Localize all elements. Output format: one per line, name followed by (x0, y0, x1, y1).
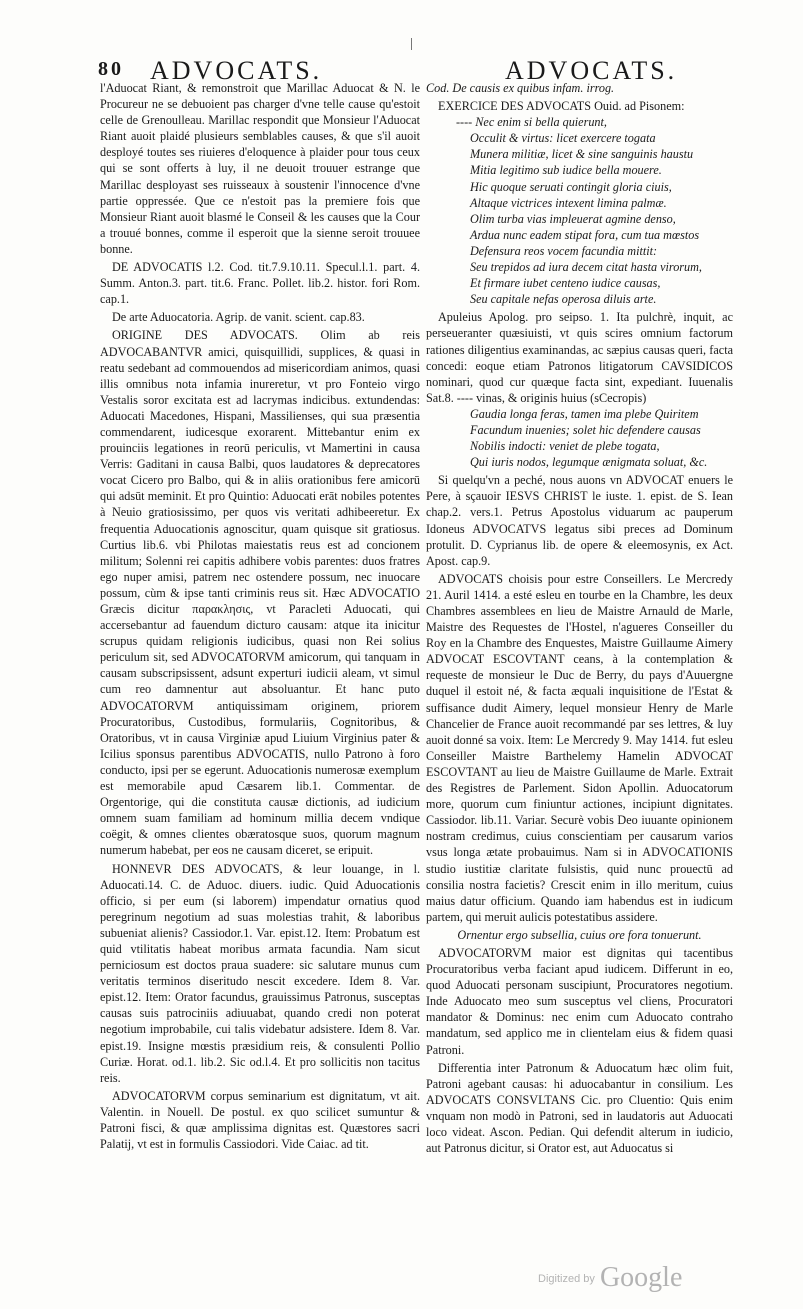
paragraph: Defensura reos vocem facundia mittit: (470, 243, 658, 258)
paragraph: Differentia inter Patronum & Aduocatum hæc olim fuit, Patroni agebant causas: hi aduocabantur in consilium. Les ADVOCATS CONSVLTANS Cic. pro Cluentio: Quis enim vnquam non modò in Patroni, sed in laudatoris aut Aduocati loco videat. Ascon. Pedian. Qui defendit alterum in iudicio, aut Patronus dicitur, si Orator est, aut Aduocatus si (426, 1060, 733, 1156)
right-text-column (426, 80, 733, 1156)
paragraph: ADVOCATORVM maior est dignitas qui tacentibus Procuratoribus verba faciant apud iudicem. Differunt in eo, quod Aduocati personam suscipiunt, Procuratores negotium. Inde Aduocato meo sum susceptus vel cliens, Procuratori mandator & Dominus: nec enim cum Aduocato contraho mandatum, sed applico me in clientelam eius & fidem quasi Patroni. (426, 945, 733, 1057)
paragraph: Mitia legitimo sub iudice bella mouere. (470, 163, 662, 178)
paragraph: Seu trepidos ad iura decem citat hasta virorum, (470, 260, 702, 275)
paragraph: ORIGINE DES ADVOCATS. Olim ab reis ADVOCABANTVR amici, quisquillidi, supplices, & quasi in reatu sedebant ad commouendos ad misericordiam animos, quasi illis omnibus nota infamia inureretur, vt pro Fonteio virgo Vestalis soror excitata est ad lacrymas indicibus. extundendas: Aduocati Macedones, Hispani, Massilienses, qui sua præsentia commendarent, iudicesque exorarent. Mittebantur enim ex prouinciis legationes in reorū periculis, vt Mamertini in causa Verris: Gaditani in causa Balbi, quos laudatores & deprecatores vocat Cicero pro Balbo, qui & in aliis orationibus fere amicorū qui adsūt meminit. Et pro Quintio: Aduocati erāt nobiles potentes à Neuio gratiosissimo, per quos vis veritati adhibeeretur. Ex frequentia Aduocationis agnoscitur, quam quisque sit gratiosus. Curtius lib.6. vbi Philotas maiestatis reus est ad concionem militum; Solenni rei capitis adhibere vobis parentes: duos fratres ego nuper amisi, patrem nec ostendere possum, nec inuocare possum, cùm & ipse tanti criminis reus sit. Hæc ADVOCATIO Græcis dicitur παρακλησις, vt Paracleti Aduocati, qui accersebantur ad fauendum dicturo causam: atque ita inicitur scrupus quidam religionis iudicibus, quasi non Rei solius periculum sit, sed ADVOCATORVM amicorum, qui tanquam in causam subscripsissent, adsunt experturi iudicii aleam, vt simul cum reo damnentur aut absoluantur. Et hanc puto ADVOCATORVM antiquissimam originem, priorem Procuratoribus, Custodibus, formulariis, Cognitoribus, & Oratoribus, vt in causa Virginiæ apud Liuium Virginius pater & Icilius sponsus parentibus ADVOCATIS, nullo Patrono à foro conducto, ipsi per se egerunt. Aduocationis numerosæ exemplum est memorabile apud Cæsarem lib.1. Commentar. de Orgentorige, qui die constituta causæ dictionis, ad iudicium omnem suam familiam ad hominum millia decem vndique coëgit, & omnes clientes obæratosque suos, quorum magnum numerum habebat, per eos ne causam diceret, se eripuit. (100, 328, 420, 858)
running-title-right: ADVOCATS. (505, 56, 678, 85)
page-number: 80 (98, 58, 124, 80)
paragraph: Ardua nunc eadem stipat fora, cum tua mœstos (470, 227, 700, 242)
google-watermark (538, 1262, 682, 1294)
paragraph: Si quelqu'vn a peché, nous auons vn ADVOCAT enuers le Pere, à sçauoir IESVS CHRIST le iuste. 1. epist. de S. Iean chap.2. vers.1. Petrus Apostolus viduarum ac pauperum Idoneus ADVOCATVS legatus sibi preces ad Dominum protulit. D. Cyprianus lib. de opere & eleemosynis, ex Act. Apost. cap.9. (426, 473, 733, 568)
paragraph: ---- Nec enim si bella quierunt, (456, 115, 607, 130)
paragraph: Altaque victrices intexent limina palmæ. (470, 195, 667, 210)
watermark-prefix: Digitized by (538, 1273, 595, 1285)
paragraph: ADVOCATORVM corpus seminarium est dignitatum, vt ait. Valentin. in Nouell. De postul. ex quo scilicet sumuntur & Patroni fisci, & quæ amplissima dignitas est. Quæstores sacri Palatij, vt est in formulis Cassiodori. Vide Caiac. ad tit. (100, 1088, 420, 1152)
paragraph: Occulit & virtus: licet exercere togata (470, 131, 656, 146)
paragraph: Et firmare iubet centeno iudice causas, (470, 276, 661, 291)
paragraph: Olim turba vias impleuerat agmine denso, (470, 211, 676, 226)
paragraph: Ornentur ergo subsellia, cuius ore fora tonuerunt. (457, 927, 702, 942)
paragraph: Facundum inuenies; solet hic defendere causas (470, 422, 701, 437)
paragraph: HONNEVR DES ADVOCATS, & leur louange, in l. Aduocati.14. C. de Aduoc. diuers. iudic. Quid Aduocationis officio, si per eum (si laborem) impendatur ornatius quod peregrinum negotium ad suas molestias trahit, & laboribus subueniat alienis? Cassiodor.1. Var. epist.12. Item: Probatum est quid vtilitatis habeat moribus armata facundia. Nam sicut perniciosum est doctos praua suadere: sic salutare munus cum veritatis terminos diseritudo nescit excedere. Idem 8. Var. epist.12. Item: Orator facundus, grauissimus Patronus, susceptas causas suis patrociniis adiuuabat, quando credi non poterat negotium improbabile, cui talis videbatur adsistere. Idem 8. Var. epist.19. Insigne mœstis præsidium reis, & consulenti Pollio Curiæ. Horat. od.1. lib.2. Sic od.l.4. Et pro sollicitis non tacitus reis. (100, 861, 420, 1085)
left-text-column (100, 80, 420, 1152)
paragraph: ADVOCATS choisis pour estre Conseillers. Le Mercredy 21. Auril 1414. a esté esleu en tourbe en la Chambre, les deux Chambres assemblees en lieu de Maistre Arnauld de Marle, Maistre des Requestes de l'Hostel, n'agueres Conseiller du Roy en la Chambre des Enquestes, Maistre Guillaume Aimery ADVOCAT ESCOVTANT ceans, à la contemplation & requeste de monsieur le Duc de Berry, du pays d'Auuergne duquel il estoit né, & facta æquali inquisitione de l'Estat & suffisance dudit Aimery, lequel monsieur Henry de Marle Chancelier de France auoit recommandé par ses lettres, & luy auoit donné sa voix. Item: Le Mercredy 9. May 1414. fut esleu Conseiller Maistre Barthelemy Hamelin ADVOCAT ESCOVTANT au lieu de Maistre Guillaume de Marle. Extrait des Registres de Parlement. Sidon Apollin. Aduocatorum more, quorum cum finiuntur actiones, incipiunt dignitates. Cassiodor. lib.11. Variar. Securè vobis Deo iuuante opinionem nostram credimus, cuius conscientiam per causarum varios vsus longa ætate probauimus. Nam si in ADVOCATIONIS studio iustitiæ claritate fulsistis, quid nunc prouectū ad consilia nostra facietis? Crescit enim in illo meritum, cuius maius datur officium. Quando iam habendus est in iudicum partem, qui meruit aulicis potestatibus assidere. (426, 571, 733, 924)
paragraph: Apuleius Apolog. pro seipso. 1. Ita pulchrè, inquit, ac perseueranter quæsiuisti, vt quis scires omnium factorum rationes diligentius examinandas, ac sæpius causas queri, facta concedi: eoque etiam Patronos litigatorum CAVSIDICOS nominari, quod cur quæque facta sint, expediant. Iuuenalis Sat.8. ---- vinas, & originis huius (sCecropis) (426, 310, 733, 405)
paragraph: l'Aduocat Riant, & remonstroit que Marillac Aduocat & N. le Procureur ne se debuoient pas charger d'vne telle cause qu'estoit celle de Grenoulleau. Marillac respondit que Monsieur l'Aduocat Riant auoit plaidé plusieurs semblables causes, & que s'il auoit desployé toutes ses riuieres d'eloquence à plaider pour tous ceux qui se sont offerts à luy, il ne deuoit trouuer estrange que Marillac desployast ses ruisseaux à soustenir l'innocence d'vne partie oppressée. Que ce n'estoit pas la premiere fois que Monsieur Riant auoit blasmé le Conseil & les causes que la Cour a trouué bonnes, comme il esperoit que la sienne seroit trouuee bonne. (100, 81, 420, 256)
paragraph: Hic quoque seruati contingit gloria ciuis, (470, 179, 672, 194)
paragraph: Munera militiæ, licet & sine sanguinis haustu (470, 147, 694, 162)
paragraph: Nobilis indocti: veniet de plebe togata, (470, 439, 660, 454)
paragraph: Seu capitale nefas operosa diluis arte. (470, 292, 657, 307)
paragraph: Cod. De causis ex quibus infam. irrog. (426, 81, 615, 95)
paragraph: De arte Aduocatoria. Agrip. de vanit. scient. cap.83. (112, 310, 365, 325)
running-title-left: ADVOCATS. (150, 56, 323, 85)
paragraph: EXERCICE DES ADVOCATS Ouid. ad Pisonem: (438, 99, 685, 114)
watermark-brand: Google (599, 1262, 683, 1293)
paragraph: Qui iuris nodos, legumque ænigmata soluat, &c. (470, 455, 708, 470)
gutter-mark (411, 38, 412, 50)
paragraph: Gaudia longa feras, tamen ima plebe Quiritem (470, 406, 699, 421)
paragraph: DE ADVOCATIS l.2. Cod. tit.7.9.10.11. Specul.l.1. part. 4. Summ. Anton.3. part. tit.6. Franc. Pollet. lib.2. histor. fori Rom. cap.1. (100, 260, 420, 307)
